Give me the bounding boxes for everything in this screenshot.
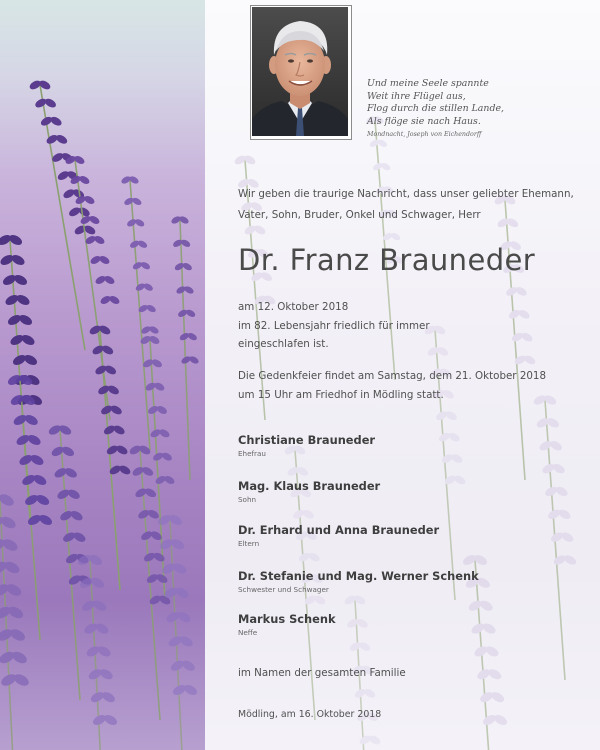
- announcement-line: Vater, Sohn, Bruder, Onkel und Schwager, Herr: [238, 209, 481, 221]
- lavender-flowers: [0, 0, 205, 750]
- lavender-image: [0, 0, 205, 750]
- mourner-relation: Ehefrau: [238, 449, 266, 458]
- mourner-entry: [238, 523, 588, 549]
- lavender-sprig: [423, 324, 467, 600]
- mourner-relation: Neffe: [238, 628, 258, 637]
- death-info-line: am 12. Oktober 2018: [238, 301, 349, 313]
- ceremony-line: Die Gedenkfeier findet am Samstag, dem 21. Oktober 2018: [238, 370, 547, 382]
- mourner-relation: Schwester und Schwager: [238, 585, 329, 594]
- deceased-name: Dr. Franz Brauneder: [238, 243, 536, 277]
- ceremony-line: um 15 Uhr am Friedhof in Mödling statt.: [238, 388, 444, 401]
- mourner-entry: [238, 569, 588, 595]
- lavender-sprig: [88, 324, 132, 590]
- poem-source: Mondnacht, Joseph von Eichendorff: [367, 131, 482, 139]
- mourner-name: Dr. Erhard und Anna Brauneder: [238, 523, 440, 537]
- lavender-sprig: [28, 79, 97, 350]
- announcement-text: [238, 184, 588, 226]
- death-info-line: im 82. Lebensjahr friedlich für immer: [238, 319, 430, 332]
- lavender-sprig: [76, 553, 119, 750]
- mourner-entry: [238, 433, 588, 459]
- lavender-sprig: [6, 373, 54, 640]
- mourner-relation: Sohn: [238, 495, 257, 504]
- portrait-image: [252, 7, 348, 136]
- poem-quote: [367, 78, 592, 139]
- poem-line: Weit ihre Flügel aus,: [367, 90, 466, 102]
- mourner-name: Christiane Brauneder: [238, 433, 376, 447]
- lavender-sprig: [0, 492, 31, 750]
- family-note: im Namen der gesamten Familie: [238, 667, 406, 679]
- mourner-relation: Eltern: [238, 539, 260, 548]
- mourner-name: Mag. Klaus Brauneder: [238, 479, 381, 493]
- poem-line: Flog durch die stillen Lande,: [367, 103, 504, 115]
- lavender-sprig: [156, 513, 199, 750]
- lavender-sprig: [128, 444, 172, 720]
- ceremony-info: [238, 367, 588, 404]
- place-and-date: Mödling, am 16. Oktober 2018: [238, 709, 382, 720]
- portrait-photo: [250, 5, 352, 140]
- poem-line: Als flöge sie nach Haus.: [367, 115, 481, 127]
- poem-line: Und meine Seele spannte: [367, 78, 489, 89]
- mourner-name: Markus Schenk: [238, 612, 336, 626]
- mourner-entry: [238, 612, 588, 638]
- death-info: [238, 298, 588, 354]
- mourner-name: Dr. Stefanie und Mag. Werner Schenk: [238, 569, 479, 583]
- announcement-line: Wir geben die traurige Nachricht, dass unser geliebter Ehemann,: [238, 188, 574, 200]
- death-info-line: eingeschlafen ist.: [238, 338, 329, 351]
- mourner-entry: [238, 479, 588, 505]
- lavender-sprig: [170, 215, 200, 480]
